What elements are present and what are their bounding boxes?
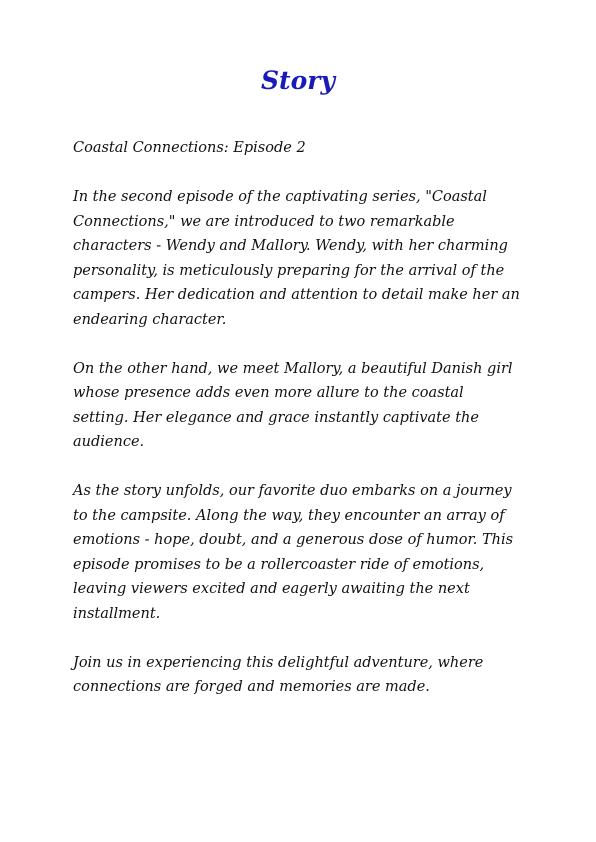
story-paragraph-3: As the story unfolds, our favorite duo embarks on a journey to the campsite. Along the way, they encounter an array of emotions - hope, doubt, and a generous dose of humor. This episode promises to be a rollercoaster ride of emotions, leaving viewers excited and eagerly awaiting the next installment. [73, 483, 514, 622]
story-paragraph-1: In the second episode of the captivating series, "Coastal Connections," we are introduced to two remarkable characters - Wendy and Mallory. Wendy, with her charming personality, is meticulously preparing for the arrival of the campers. Her dedication and attention to detail make her an endearing character. [73, 189, 520, 328]
page-title: Story [261, 66, 335, 95]
story-body [73, 136, 521, 724]
story-paragraph-2: On the other hand, we meet Mallory, a beautiful Danish girl whose presence adds even more allure to the coastal setting. Her elegance and grace instantly captivate the audience. [73, 360, 513, 450]
episode-heading: Coastal Connections: Episode 2 [73, 140, 306, 156]
story-paragraph-4: Join us in experiencing this delightful adventure, where connections are forged and memories are made. [73, 654, 484, 695]
